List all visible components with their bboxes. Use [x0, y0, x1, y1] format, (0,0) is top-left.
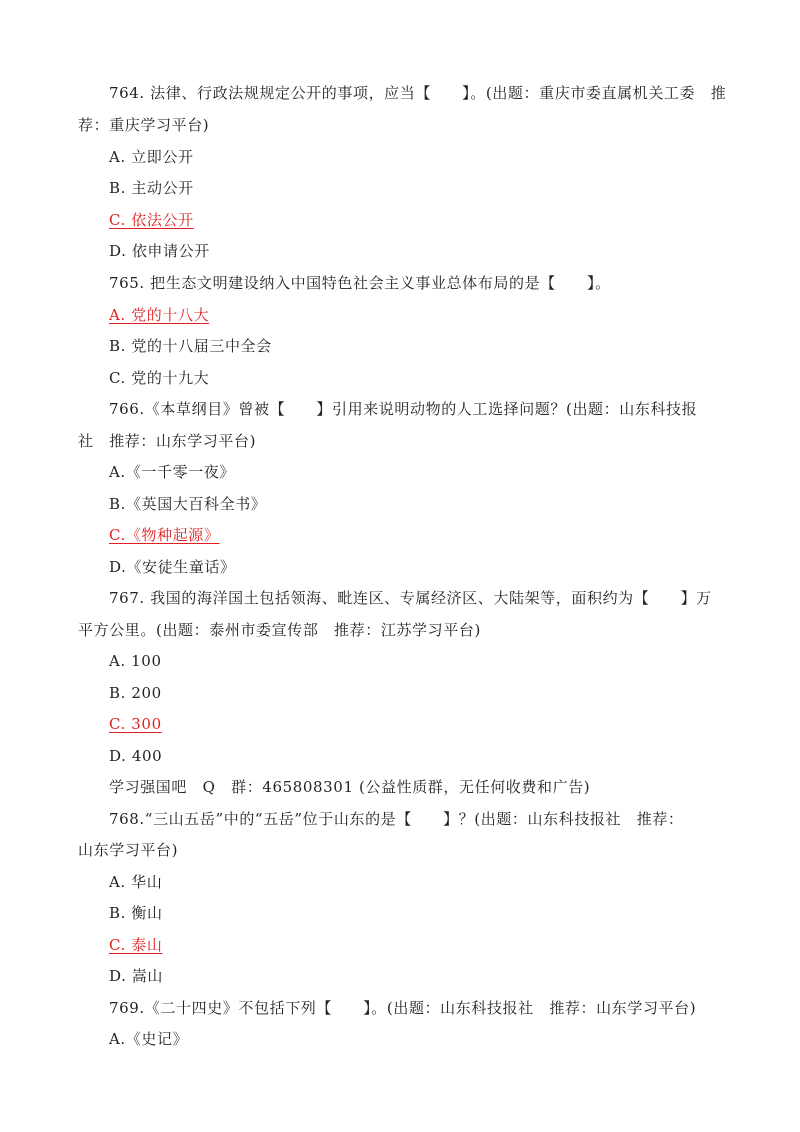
option-769-a: A.《史记》: [109, 1030, 189, 1048]
option-765-c: C. 党的十九大: [109, 369, 210, 387]
option-766-d: D.《安徒生童话》: [109, 558, 236, 576]
question-768-text: 768.“三山五岳”中的“五岳”位于山东的是【 】？(出题：山东科技报社 推荐：: [109, 810, 684, 828]
option-768-a: A. 华山: [109, 873, 163, 891]
option-767-a: A. 100: [109, 652, 162, 670]
question-764-text: 764. 法律、行政法规规定公开的事项，应当【 】。(出题：重庆市委直属机关工委 推: [109, 84, 727, 102]
option-765-b: B. 党的十八届三中全会: [109, 337, 272, 355]
option-764-d: D. 依申请公开: [109, 242, 210, 260]
question-768-text-cont: 山东学习平台): [78, 841, 179, 859]
option-766-a: A.《一千零一夜》: [109, 463, 236, 481]
question-764-text-cont: 荐：重庆学习平台): [78, 116, 210, 134]
question-766-text-cont: 社 推荐：山东学习平台): [78, 432, 257, 450]
option-764-c-answer: C. 依法公开: [109, 211, 194, 229]
question-765-text: 765. 把生态文明建设纳入中国特色社会主义事业总体布局的是【 】。: [109, 274, 611, 292]
option-764-b: B. 主动公开: [109, 179, 194, 197]
option-768-b: B. 衡山: [109, 904, 163, 922]
option-768-c-answer: C. 泰山: [109, 936, 163, 954]
option-768-d: D. 嵩山: [109, 967, 164, 985]
question-767-text: 767. 我国的海洋国土包括领海、毗连区、专属经济区、大陆架等，面积约为【 】万: [109, 589, 712, 607]
option-767-d: D. 400: [109, 747, 163, 765]
question-766-text: 766.《本草纲目》曾被【 】引用来说明动物的人工选择问题？(出题：山东科技报: [109, 400, 698, 418]
option-767-c-answer: C. 300: [109, 715, 162, 733]
option-764-a: A. 立即公开: [109, 148, 194, 166]
option-766-c-answer: C.《物种起源》: [109, 526, 220, 544]
option-765-a-answer: A. 党的十八大: [109, 306, 210, 324]
option-766-b: B.《英国大百科全书》: [109, 495, 267, 513]
question-767-text-cont: 平方公里。(出题：泰州市委宣传部 推荐：江苏学习平台): [78, 621, 481, 639]
option-767-b: B. 200: [109, 684, 162, 702]
question-769-text: 769.《二十四史》不包括下列【 】。(出题：山东科技报社 推荐：山东学习平台): [109, 999, 697, 1017]
group-notice: 学习强国吧 Q 群：465808301 (公益性质群，无任何收费和广告): [109, 778, 591, 796]
